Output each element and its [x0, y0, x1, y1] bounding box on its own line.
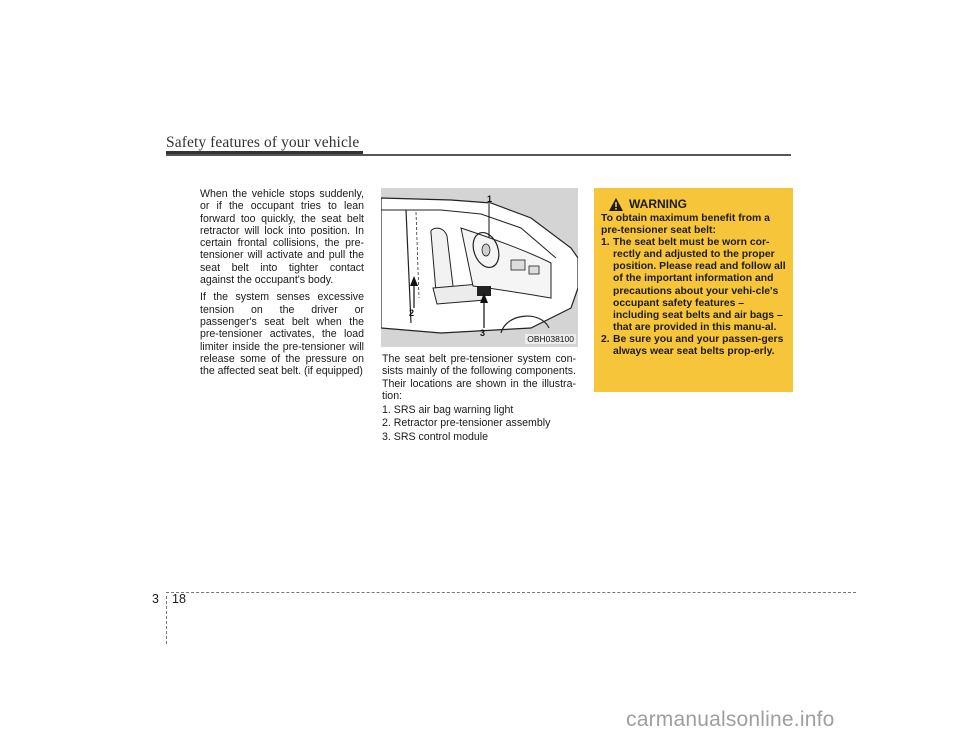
section-title: Safety features of your vehicle — [166, 134, 360, 151]
chapter-number: 3 — [152, 592, 159, 606]
header-rule — [166, 154, 791, 156]
list-item: 1. SRS air bag warning light — [382, 404, 514, 417]
callout-1: 1 — [487, 194, 493, 204]
paragraph: When the vehicle stops suddenly, or if the occupant tries to lean forward too quickly, the seat belt retractor will lock into position. In certain frontal collisions, the pre-tensioner will activate and pull the seat belt into tighter contact against the occupant's body. — [200, 188, 364, 287]
warning-item — [601, 334, 786, 358]
figure-code: OBH038100 — [527, 334, 574, 344]
page-number: 18 — [172, 592, 186, 606]
left-column — [200, 188, 364, 382]
warning-triangle-icon — [609, 198, 623, 211]
warning-title: WARNING — [629, 197, 687, 212]
middle-column — [382, 353, 576, 444]
callout-2: 2 — [409, 308, 415, 318]
list-item: 2. Retractor pre-tensioner assembly — [382, 417, 551, 430]
footer-divider — [166, 596, 167, 644]
warning-intro: To obtain maximum benefit from a pre-tensioner seat belt: — [601, 213, 770, 237]
watermark: carmanualsonline.info — [626, 708, 835, 731]
warning-item-number: 1. — [601, 237, 610, 249]
car-interior-drawing — [381, 188, 578, 347]
warning-item — [601, 237, 786, 334]
list-item: 3. SRS control module — [382, 430, 488, 443]
paragraph: The seat belt pre-tensioner system con-sists mainly of the following components. Their locations are shown in the illustra-tion: — [382, 353, 576, 402]
callout-3: 3 — [480, 328, 486, 338]
warning-item-text: Be sure you and your passen-gers always wear seat belts prop-erly. — [613, 333, 784, 358]
warning-box — [594, 188, 793, 392]
warning-header — [609, 198, 786, 211]
warning-item-text: The seat belt must be worn cor-rectly and adjusted to the proper position. Please read and follow all of the important information and precautions about your vehi-cle's occupant safety features – including seat belts and air bags – that are provided in this manu-al. — [613, 237, 786, 333]
paragraph: If the system senses excessive tension on the driver or passenger's seat belt when the pre-tensioner activates, the load limiter inside the pre-tensioner will release some of the pressure on the affected seat belt. (if equipped) — [200, 291, 364, 378]
pretensioner-illustration — [381, 188, 578, 347]
footer-rule — [166, 592, 856, 593]
warning-item-number: 2. — [601, 333, 610, 345]
